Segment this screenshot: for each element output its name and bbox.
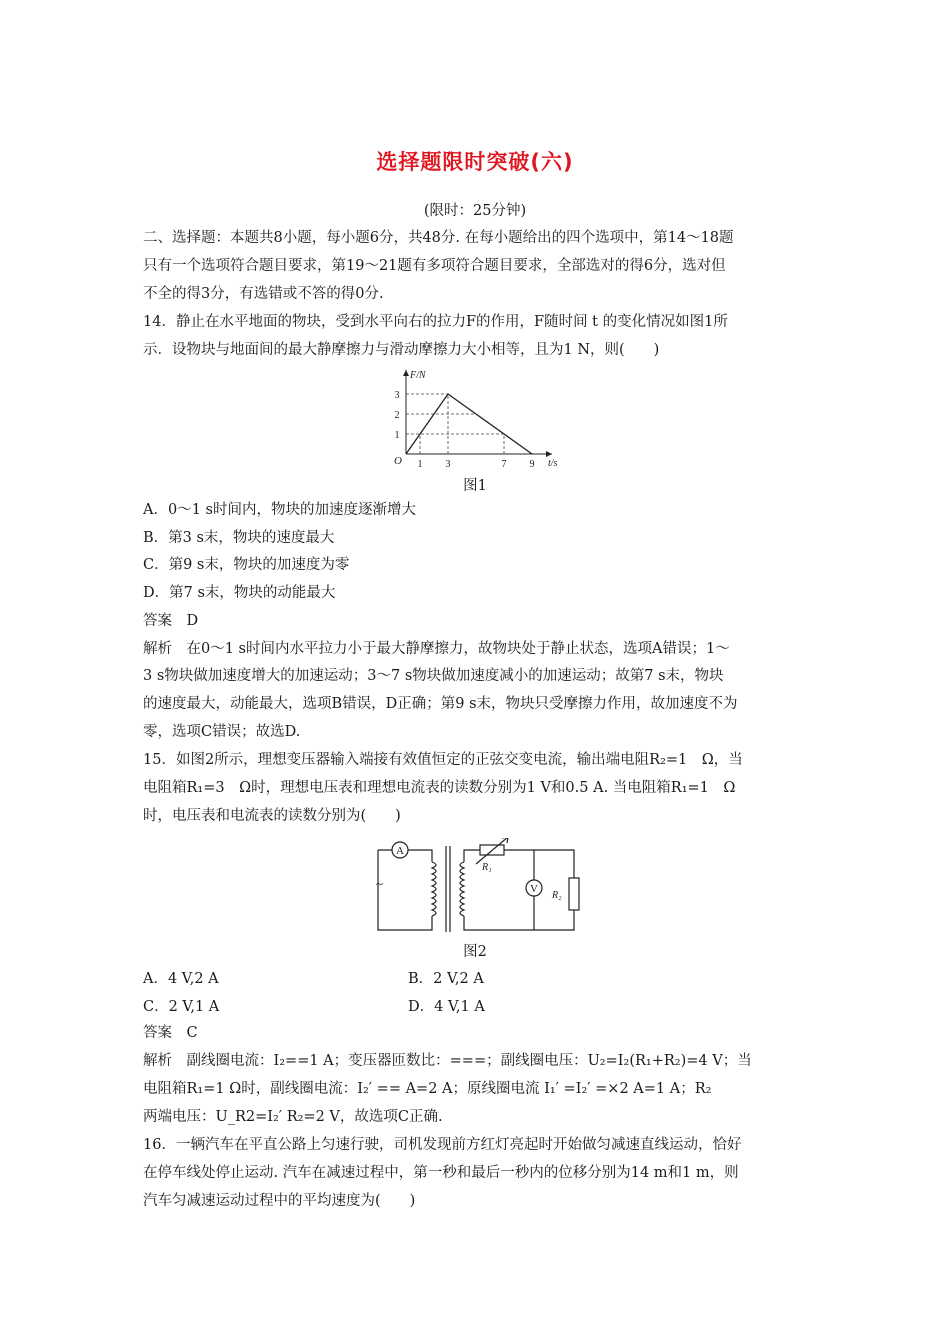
q15-option-a: A．4 V,2 A: [143, 971, 219, 987]
force-series-line: [406, 394, 532, 454]
q14-option-c: C．第9 s末，物块的加速度为零: [143, 557, 350, 573]
q15-stem: 15．如图2所示，理想变压器输入端接有效值恒定的正弦交变电流，输出端电阻R₂=1 Ω，当: [143, 752, 743, 768]
q15-analysis: 解析 副线圈电流：I₂==1 A；变压器匝数比：===；副线圈电压：U₂=I₂(R₁+R₂)=4 V；当: [143, 1053, 752, 1069]
x-axis-label: t/s: [548, 458, 558, 469]
q15-analysis: 两端电压：U_R2=I₂′ R₂=2 V，故选项C正确.: [143, 1109, 443, 1125]
page-title: 选择题限时突破(六): [376, 150, 574, 174]
intro-line: 二、选择题：本题共8小题，每小题6分，共48分. 在每小题给出的四个选项中，第14～18题: [143, 230, 734, 246]
force-time-chart: [388, 364, 568, 470]
y-tick-label: 2: [394, 410, 400, 421]
intro-line: 只有一个选项符合题目要求，第19～21题有多项符合题目要求，全部选对的得6分，选对但: [143, 258, 726, 274]
q15-stem: 时，电压表和电流表的读数分别为( ): [143, 808, 401, 824]
primary-coil: [432, 862, 436, 916]
q14-analysis: 零，选项C错误；故选D.: [143, 724, 301, 740]
q16-stem: 16．一辆汽车在平直公路上匀速行驶，司机发现前方红灯亮起时开始做匀减速直线运动，恰好: [143, 1137, 742, 1153]
x-axis-arrow: [546, 451, 552, 457]
ac-source-symbol: ~: [376, 876, 384, 891]
x-tick-label: 3: [445, 459, 451, 470]
r2-label: R₂: [552, 890, 562, 901]
q14-analysis: 的速度最大，动能最大，选项B错误，D正确；第9 s末，物块只受摩擦力作用，故加速度不为: [143, 696, 738, 712]
x-tick-label: 9: [529, 459, 535, 470]
q15-option-d: D．4 V,1 A: [408, 999, 485, 1015]
q15-option-b: B．2 V,2 A: [408, 971, 484, 987]
q14-option-d: D．第7 s末，物块的动能最大: [143, 585, 336, 601]
y-axis-arrow: [403, 370, 409, 376]
time-limit: (限时：25分钟): [423, 203, 527, 219]
primary-wire: [378, 850, 432, 930]
q15-option-c: C．2 V,1 A: [143, 999, 220, 1015]
q14-analysis: 解析 在0～1 s时间内水平拉力小于最大静摩擦力，故物块处于静止状态，选项A错误；1～: [143, 641, 730, 657]
q14-option-b: B．第3 s末，物块的速度最大: [143, 530, 335, 546]
y-tick-label: 1: [394, 430, 400, 441]
figure2-caption: 图2: [463, 944, 487, 960]
voltmeter-label: V: [530, 883, 538, 895]
variable-arrow: [476, 838, 508, 864]
q14-analysis: 3 s物块做加速度增大的加速运动；3～7 s物块做加速度减小的加速运动；故第7 s末，物块: [143, 668, 724, 684]
x-tick-label: 1: [417, 459, 423, 470]
intro-line: 不全的得3分，有选错或不答的得0分.: [143, 286, 384, 302]
q15-stem: 电阻箱R₁=3 Ω时，理想电压表和理想电流表的读数分别为1 V和0.5 A. 当电阻箱R₁=1 Ω: [143, 780, 736, 796]
ammeter-label: A: [396, 845, 404, 857]
y-tick-label: 3: [394, 390, 400, 401]
y-axis-label: F/N: [410, 370, 426, 381]
q15-answer: 答案 C: [143, 1025, 198, 1041]
origin-label: O: [394, 455, 402, 467]
q14-option-a: A．0～1 s时间内，物块的加速度逐渐增大: [143, 502, 416, 518]
figure1-caption: 图1: [463, 478, 487, 494]
transformer-circuit-diagram: [370, 838, 584, 938]
secondary-coil: [460, 862, 464, 916]
q15-analysis: 电阻箱R₁=1 Ω时，副线圈电流：I₂′ == A=2 A；原线圈电流 I₁′ =I₂′ =×2 A=1 A；R₂: [143, 1081, 712, 1097]
r1-label: R₁: [482, 862, 492, 873]
q16-stem: 汽车匀减速运动过程中的平均速度为( ): [143, 1193, 416, 1209]
q16-stem: 在停车线处停止运动. 汽车在减速过程中，第一秒和最后一秒内的位移分别为14 m和1 m，则: [143, 1165, 739, 1181]
resistor-r2: [569, 878, 579, 910]
q14-answer: 答案 D: [143, 613, 199, 629]
q14-stem: 14．静止在水平地面的物块，受到水平向右的拉力F的作用，F随时间 t 的变化情况如图1所: [143, 314, 728, 330]
x-tick-label: 7: [501, 459, 507, 470]
q14-stem: 示．设物块与地面间的最大静摩擦力与滑动摩擦力大小相等，且为1 N，则( ): [143, 342, 660, 358]
